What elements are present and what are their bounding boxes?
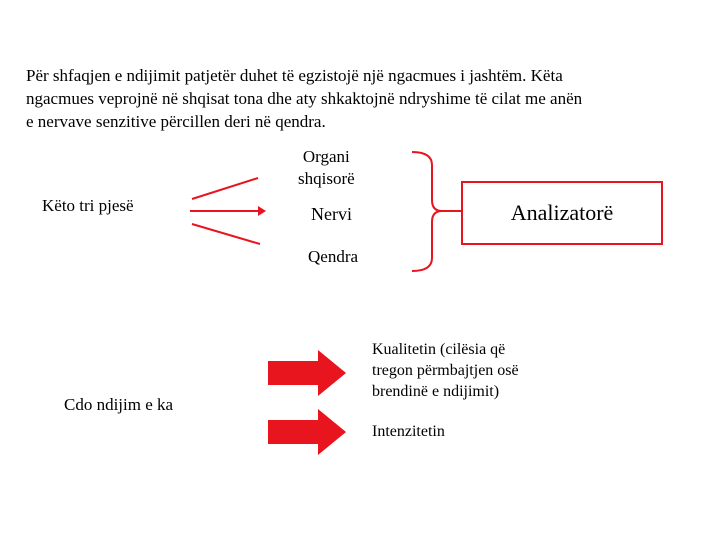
nerve-label: Nervi [311,204,352,224]
intro-line-3: e nervave senzitive përcillen deri në qendra. [26,112,326,131]
intensity-arrow-icon [268,409,346,455]
connector-to-nerve-arrowhead [258,206,266,216]
grouping-bracket [412,152,442,271]
intro-line-1: Për shfaqjen e ndijimit patjetër duhet të egzistojë një ngacmues i jashtëm. Këta [26,66,563,85]
quality-arrow-icon [268,350,346,396]
analyzer-box [461,181,663,245]
parts-label: Këto tri pjesë [42,196,134,215]
quality-text [372,339,519,402]
center-label: Qendra [308,247,359,266]
quality-line-3: brendinë e ndijimit) [372,383,500,400]
connector-to-center [192,224,260,244]
analyzer-label: Analizatorë [510,200,614,225]
intensity-text: Intenzitetin [372,423,445,440]
quality-line-2: tregon përmbajtjen osë [372,362,519,379]
organ-label-line-1: Organi [302,147,350,166]
qualities-label: Cdo ndijim e ka [64,395,174,414]
quality-line-1: Kualitetin (cilësia që [372,341,506,358]
intro-line-2: ngacmues veprojnë në shqisat tona dhe aty shkaktojnë ndryshime të cilat me anën [26,89,583,108]
organ-label [298,146,355,190]
organ-label-line-2: shqisorë [298,169,355,188]
connector-to-organ [192,178,258,199]
